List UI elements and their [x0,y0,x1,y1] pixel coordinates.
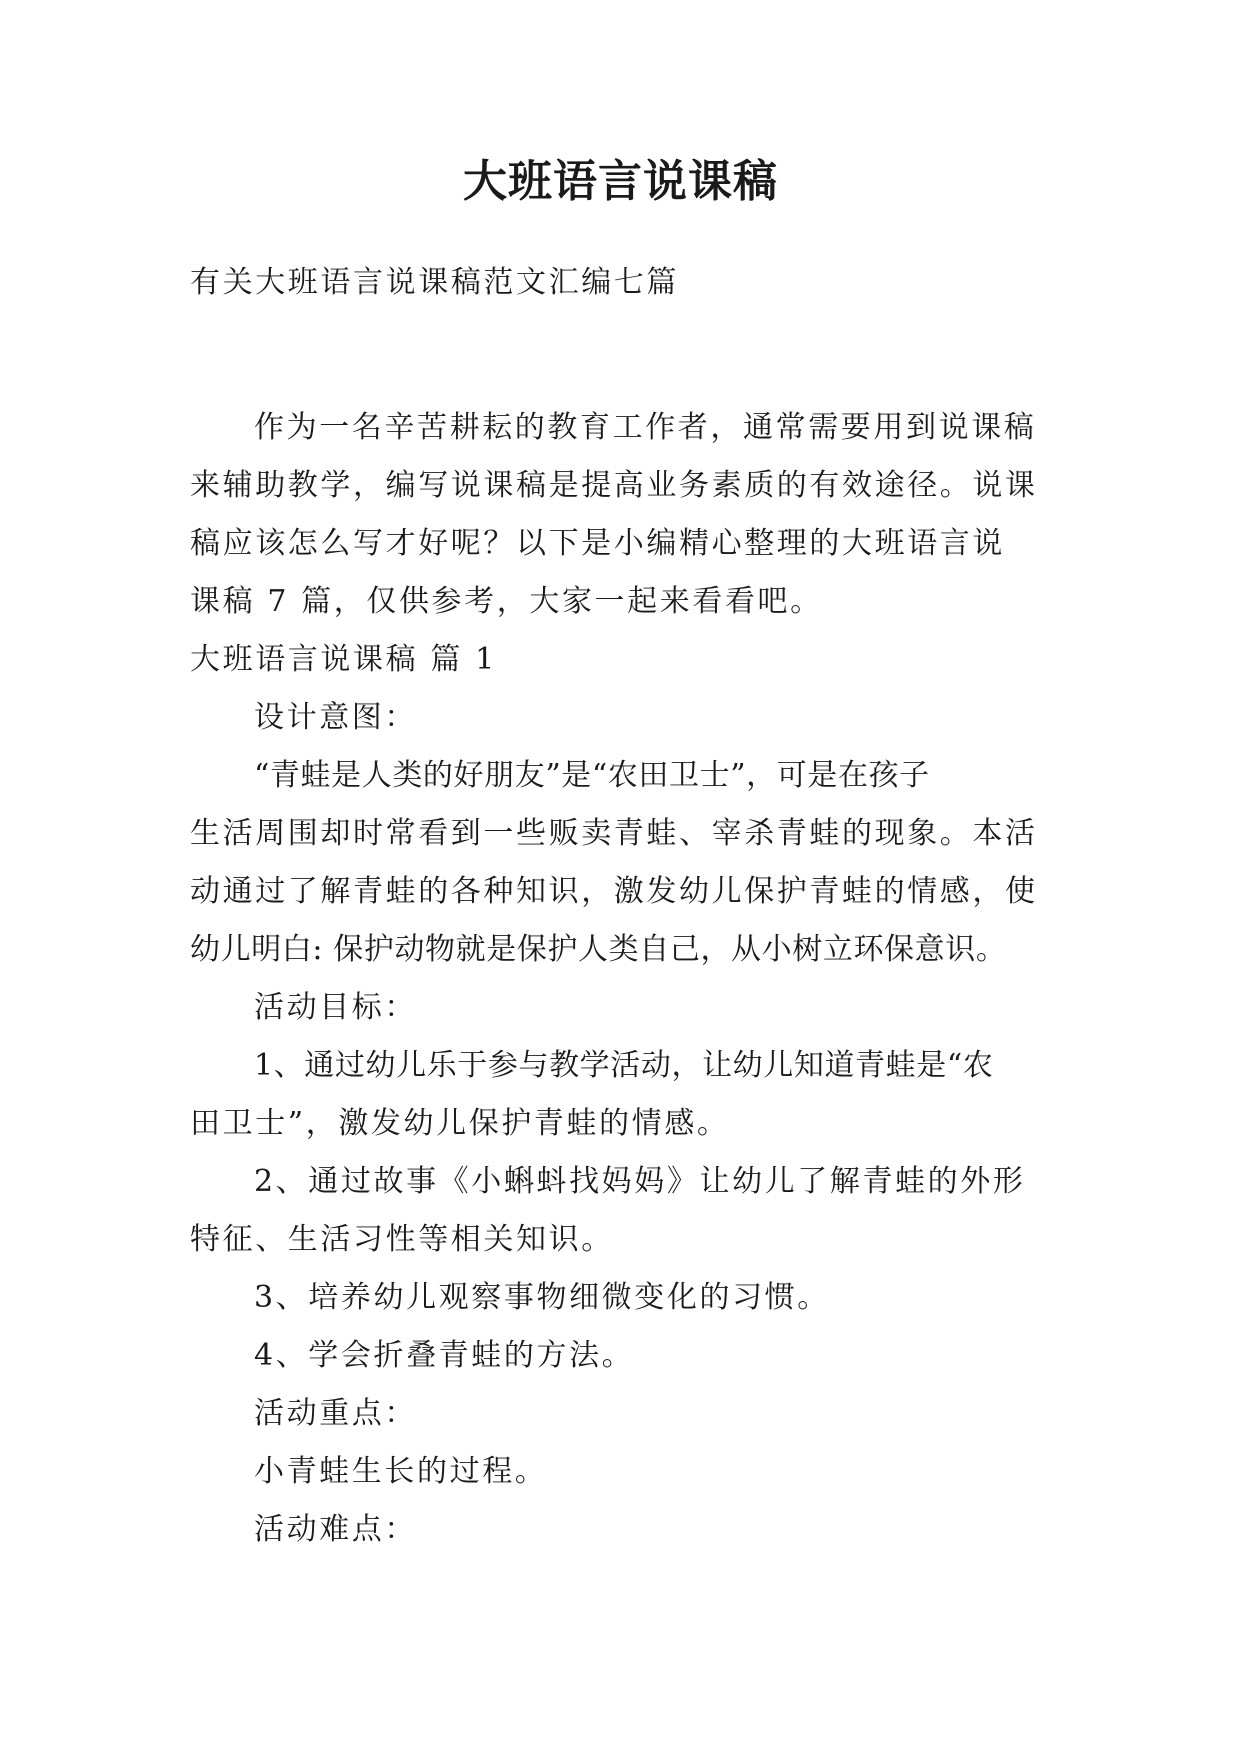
goal-line: 田卫士”，激发幼儿保护青蛙的情感。 [190,1106,730,1141]
intro-line: 课稿 7 篇，仅供参考，大家一起来看看吧。 [190,584,823,619]
key-label: 活动重点： [254,1396,417,1431]
goal-line: 2、通过故事《小蝌蚪找妈妈》让幼儿了解青蛙的外形 [254,1164,1026,1199]
goal-line: 3、培养幼儿观察事物细微变化的习惯。 [254,1280,830,1315]
intro-line: 稿应该怎么写才好呢？以下是小编精心整理的大班语言说 [190,526,1005,561]
goals-label: 活动目标： [254,990,417,1025]
design-label: 设计意图： [254,700,417,735]
intro-line: 作为一名辛苦耕耘的教育工作者，通常需要用到说课稿 [254,410,1037,445]
document-title: 大班语言说课稿 [463,156,778,207]
intro-line: 来辅助教学，编写说课稿是提高业务素质的有效途径。说课 [190,468,1038,503]
goal-line: 特征、生活习性等相关知识。 [190,1222,614,1257]
goal-line: 4、学会折叠青蛙的方法。 [254,1338,635,1373]
design-text-line: 幼儿明白: 保护动物就是保护人类自己，从小树立环保意识。 [190,932,1007,967]
goal-line: 1、通过幼儿乐于参与教学活动，让幼儿知道青蛙是“农 [254,1048,994,1083]
key-text: 小青蛙生长的过程。 [254,1454,548,1489]
design-text-line: 生活周围却时常看到一些贩卖青蛙、宰杀青蛙的现象。本活 [190,816,1038,851]
section-heading: 大班语言说课稿 篇 1 [190,642,497,677]
design-text-line: 动通过了解青蛙的各种知识，激发幼儿保护青蛙的情感，使 [190,874,1038,909]
difficulty-label: 活动难点： [254,1512,417,1547]
document-subtitle: 有关大班语言说课稿范文汇编七篇 [190,265,679,300]
design-text-line: “青蛙是人类的好朋友”是“农田卫士”，可是在孩子 [254,758,930,793]
